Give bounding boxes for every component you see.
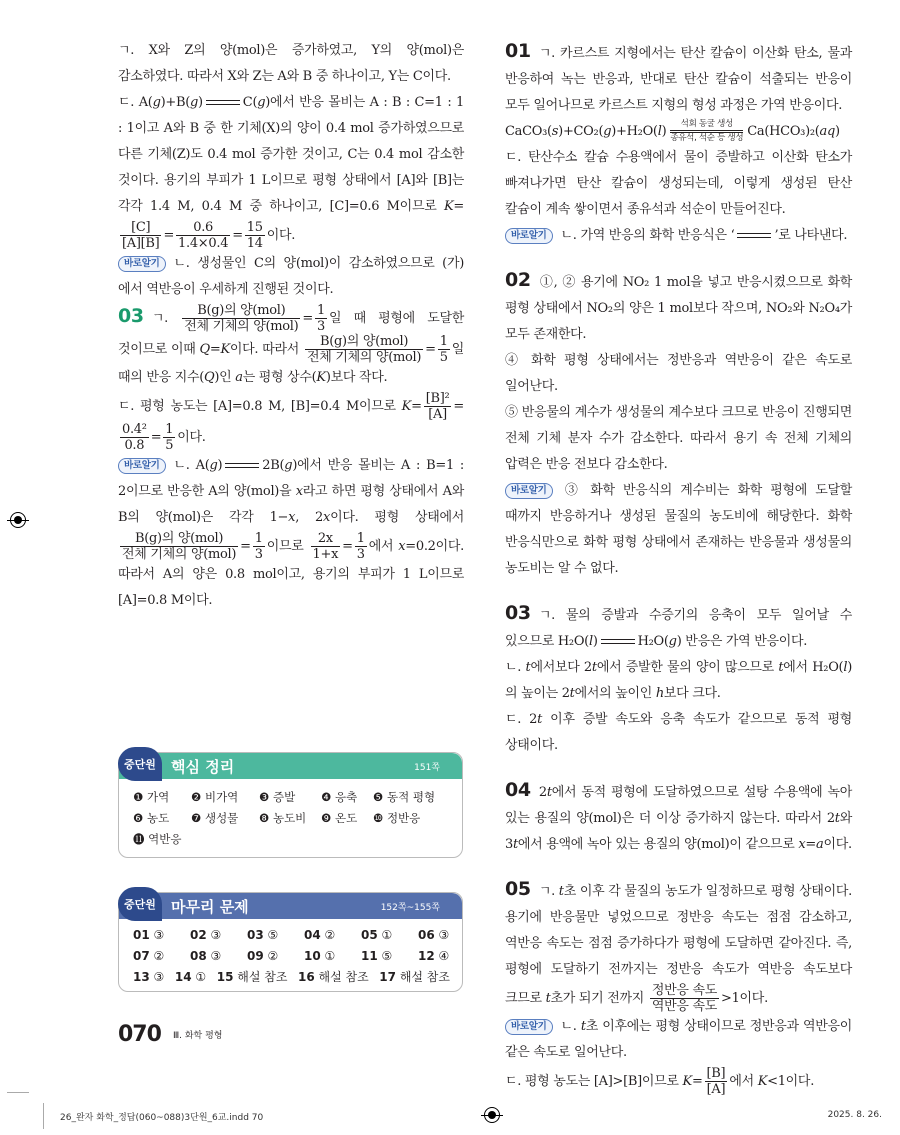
review-page-ref: 152쪽~155쪽 [380,902,440,913]
fraction [650,983,719,1014]
registration-mark-icon [10,512,26,528]
text-run: )보다 작다. [325,370,388,385]
answer-number: 01 [133,928,150,942]
paragraph [505,707,852,759]
question-number: 01 [505,40,531,62]
answer-value: ① [195,970,207,984]
numerator: 15 [246,220,263,235]
fraction [424,391,452,422]
numerator: B(g)의 양(mol) [182,303,300,319]
correction-badge: 바로알기 [118,458,166,474]
text-run: =0.2이다. 따라서 A의 양은 0.8 mol이고, 용기의 부피가 1 L이므로 [A]=0.8 M이다. [118,539,464,608]
answer-item [133,925,190,946]
answer-value: ③ [438,928,450,942]
text-run: ) [198,95,203,110]
fraction [163,422,175,453]
answer-item [190,925,247,946]
answer-last-row [133,967,450,988]
variable: g [152,95,161,110]
numerator: B(g)의 양(mol) [120,531,238,547]
paragraph [505,119,852,145]
denominator: 역반응 속도 [651,999,717,1014]
variable: Q [199,342,210,357]
paragraph [505,267,852,348]
arrow-top-label: 석회 동굴 생성 [680,119,733,129]
text-run: = [425,342,436,357]
text-run: 에서 동적 평형에 도달하였으므로 설탕 수용액에 녹아 있는 용질의 양(mol)은 더 이상 증가하지 않는다. 따라서 2 [505,785,852,826]
answer-number: 07 [133,949,150,963]
variable: g [257,95,266,110]
text-run: ) [217,458,223,473]
variable: aq [819,124,836,139]
summary-item: ❺ 동적 평형 [373,790,436,804]
text-run: ㄴ. [560,1019,581,1034]
answer-item [361,925,418,946]
paragraph [505,777,852,858]
summary-item: ❻ 농도 [133,811,170,825]
summary-item: ❼ 생성물 [191,811,239,825]
unit-tag: 중단원 [118,747,162,781]
answer-item [133,967,164,988]
core-summary-box [118,752,463,858]
text-run: )+B( [160,95,190,110]
fraction [705,1066,728,1097]
text-run: = [150,430,162,445]
variable: t [545,991,551,1006]
answer-value: ② [267,949,279,963]
text-run: 이후 증발 속도와 응축 속도가 같으므로 동적 평형 상태이다. [505,712,852,753]
correction-badge: 바로알기 [505,483,553,499]
text-run: )+H₂O( [611,124,658,139]
variable: g [668,634,677,649]
text-run: 에서 [729,1074,758,1089]
answer-value: ① [324,949,336,963]
review-header [119,893,462,919]
question-number: 03 [505,602,531,624]
answer-number: 09 [247,949,264,963]
answer-value: ② [324,928,336,942]
text-run: 에서 증발한 물의 양이 많으므로 [596,660,779,675]
numerator: B(g)의 양(mol) [305,334,423,350]
text-run: ⑤ 반응물의 계수가 생성물의 계수보다 크므로 반응이 진행되면 전체 기체 분자 수가 감소한다. 따라서 용기 속 전체 기체의 압력은 반응 전보다 감소한다. [505,405,852,472]
summary-item: ❾ 온도 [321,811,358,825]
section-gap [505,858,852,876]
text-run: 라고 하면 평형 상태에서 A와 B의 양(mol)은 각각 1− [118,484,464,525]
paragraph [505,600,852,655]
variable: g [189,95,199,110]
denominator: [A] [428,407,447,422]
text-run: 에서 H₂O( [783,660,844,675]
text-run: 이다. 평형 상태에서 [330,510,465,525]
text-run: = [342,539,353,554]
paragraph [505,348,852,400]
denominator: [A] [706,1082,726,1097]
question-number: 02 [505,269,531,291]
paragraph [118,90,464,251]
variable: x [398,539,406,554]
text-run: Ca(HCO₃)₂( [747,124,820,139]
page-number: 070 [118,1022,161,1047]
variable: x [323,510,331,525]
text-run: <1이다. [767,1074,815,1089]
numerator: 1 [254,531,263,546]
section-title: Ⅲ. 화학 평형 [172,1031,223,1041]
text-run: 보다 크다. [663,686,721,701]
text-run: 이므로 [266,539,309,554]
answer-item [190,946,247,967]
answer-value: 해설 참조 [399,970,450,984]
variable: t [580,1019,586,1034]
core-summary-items [119,779,462,860]
variable: g [284,458,293,473]
text-run: 이다. 따라서 [229,342,303,357]
text-run: 2 [538,785,547,800]
variable: K [682,1074,692,1089]
text-run: CaCO₃( [505,124,552,139]
variable: x [295,484,303,499]
text-run: = [453,399,464,414]
answer-value: 해설 참조 [318,970,369,984]
answer-value: 해설 참조 [237,970,288,984]
text-run: ㄱ. 카르스트 지형에서는 탄산 칼슘이 이산화 탄소, 물과 반응하여 녹는 반응과, 반대로 탄산 칼슘이 석출되는 반응이 모두 일어나므로 카르스트 지형의 형성 과정은 가역 반응이다. [505,46,852,113]
denominator: 5 [165,438,174,453]
answer-value: ② [153,949,165,963]
text-run: ①, ② 용기에 NO₂ 1 mol을 넣고 반응시켰으므로 화학 평형 상태에서 NO₂의 양은 1 mol보다 작으며, NO₂와 N₂O₄가 모두 존재한다. [505,275,852,342]
fraction [355,531,367,562]
numerator: [C] [120,220,161,236]
text-run: 일 때의 반응 지수( [118,342,464,385]
left-column-answer-03 [118,303,464,614]
summary-item: ❶ 가역 [133,790,170,804]
fraction [311,531,341,562]
text-run: 에서 [368,539,399,554]
text-run: = [209,342,221,357]
variable: t [525,660,531,675]
answer-number: 11 [361,949,378,963]
text-run: = [232,228,243,243]
answer-number: 13 [133,970,150,984]
answer-number: 16 [298,970,315,984]
text-run: = [453,199,464,214]
page-footer-label [118,1022,223,1047]
registration-mark-icon [484,1107,500,1123]
denominator: 전체 기체의 양(mol) [184,319,299,334]
answer-value: ④ [438,949,450,963]
question-number: 04 [505,779,531,801]
variable: l [843,660,848,675]
summary-item: ❹ 응축 [321,790,358,804]
summary-item: ⓫ 역반응 [133,832,182,846]
paragraph [505,38,852,119]
answer-number: 10 [304,949,321,963]
text-run: , 2 [295,510,324,525]
paragraph [118,303,464,391]
paragraph [118,38,464,90]
fraction [182,303,300,334]
summary-item: ❷ 비가역 [191,790,239,804]
denominator: 전체 기체의 양(mol) [122,547,237,562]
answer-item [304,925,361,946]
equilibrium-arrow-icon [225,462,259,470]
variable: K [401,399,412,414]
variable: K [443,199,454,214]
section-gap [505,759,852,777]
text-run: ) 반응은 가역 반응이다. [676,634,808,649]
variable: l [588,634,593,649]
answer-number: 12 [418,949,435,963]
fraction [120,220,161,251]
paragraph [505,1066,852,1097]
equilibrium-arrow-icon [737,232,771,240]
variable: a [235,370,243,385]
paragraph [505,876,852,1014]
variable: a [816,837,824,852]
denominator: 전체 기체의 양(mol) [306,350,422,365]
answer-number: 14 [174,970,192,984]
numerator: 1 [356,531,365,546]
answer-item [379,967,450,988]
denominator: 0.8 [124,438,145,453]
denominator: 5 [439,350,448,365]
text-run: ④ 화학 평형 상태에서는 정반응과 역반응이 같은 속도로 일어난다. [505,353,852,394]
numerator: 0.6 [176,220,230,236]
answer-item [217,967,288,988]
denominator: 3 [356,547,365,562]
fraction [120,531,238,562]
denominator: 14 [246,236,263,251]
fraction [253,531,265,562]
text-run: ㄷ. 평형 농도는 [A]=0.8 M, [B]=0.4 M이므로 [118,399,402,414]
answer-value: ⑤ [267,928,279,942]
variable: Q [204,370,215,385]
answer-value: ① [381,928,393,942]
paragraph [505,223,852,249]
answer-value: ③ [210,949,222,963]
text-run: 는 평형 상수( [242,370,317,385]
answer-value: ③ [153,970,165,984]
answer-item [361,946,418,967]
labeled-equilibrium-arrow [670,119,743,144]
text-run: ㄴ. 가역 반응의 화학 반응식은 ‘ [560,228,735,243]
fraction [245,220,265,251]
fraction [176,220,230,251]
numerator: 1 [317,303,325,318]
text-run: ’로 나타낸다. [774,228,848,243]
correction-badge: 바로알기 [118,256,166,272]
answer-number: 06 [418,928,435,942]
text-run: ㄴ. 생성물인 C의 양(mol)이 감소하였으므로 (가)에서 역반응이 우세하게 진행된 것이다. [118,256,464,297]
text-run: 에서보다 2 [530,660,592,675]
variable: K [316,370,326,385]
text-run: C( [242,95,258,110]
paragraph [505,478,852,582]
summary-item: ❸ 증발 [259,790,296,804]
variable: t [569,686,575,701]
review-title: 마무리 문제 [171,897,249,916]
text-run: 와 3 [505,811,852,852]
variable: x [288,510,296,525]
numerator: 2x [311,531,341,547]
denominator: 3 [317,319,325,334]
paragraph [118,391,464,453]
variable: g [603,124,612,139]
variable: t [591,660,597,675]
text-run: ㄱ. X와 Z의 양(mol)은 증가하였고, Y의 양(mol)은 감소하였다. 따라서 X와 Z는 A와 B 중 하나이고, Y는 C이다. [118,43,464,84]
variable: s [551,124,559,139]
fraction [120,422,149,453]
equilibrium-arrow-icon [206,99,240,107]
answer-item [418,925,450,946]
right-column [505,38,852,1097]
question-number: 03 [118,305,144,327]
text-run: )에서 반응 몰비는 A : B : C=1 : 1 : 1이고 A와 B 중 한 기체(X)의 양이 0.4 mol 증가하였으므로 다른 기체(Z)도 0.4 mol 증가한 것이고, C는 0.4 mol 감소한 것이다. 용기의 부피가 1 L이므로 평형 상태에서 [A]와 [B]는 각각 1.4 M, 0.4 M 중 하나이고, [C]=0.6 M이므로 [118,95,464,214]
fraction [305,334,423,365]
text-run: 이다. [266,228,296,243]
text-run: ㄴ. [505,660,526,675]
text-run: 이다. [823,837,852,852]
section-gap [505,582,852,600]
answer-number: 05 [361,928,378,942]
text-run: 2B( [262,458,285,473]
text-run: >1이다. [720,991,768,1006]
answer-number: 04 [304,928,321,942]
denominator: 1+x [312,547,339,562]
text-run: ) [661,124,667,139]
numerator: [B] [706,1066,726,1081]
denominator: 1.4×0.4 [178,236,229,251]
fraction [315,303,327,334]
variable: t [537,712,543,727]
paragraph [118,453,464,614]
fraction [438,334,450,365]
answer-value: ③ [210,928,222,942]
core-summary-title: 핵심 정리 [171,757,235,776]
answer-item [133,946,190,967]
text-run: ) [592,634,598,649]
text-run: 에서 용액에 녹아 있는 용질의 양(mol)이 같으므로 [517,837,799,852]
crop-mark [7,1092,29,1093]
variable: t [834,811,840,826]
text-run: 초가 되기 전까지 [550,991,648,1006]
answer-value: ⑤ [381,949,393,963]
paragraph [505,400,852,478]
text-run: ㄷ. 탄산수소 칼슘 수용액에서 물이 증발하고 이산화 탄소가 빠져나가면 탄산 칼슘이 생성되는데, 이렇게 생성된 탄산 칼슘이 계속 쌓이면서 종유석과 석순이 만들어진다. [505,150,852,217]
correction-badge: 바로알기 [505,1019,553,1035]
text-run: ㄷ. A( [118,95,153,110]
numerator: 정반응 속도 [651,983,717,998]
variable: t [558,884,564,899]
answer-value: ③ [153,928,165,942]
text-run: ㄷ. 2 [505,712,538,727]
answer-item [418,946,450,967]
summary-item: ❽ 농도비 [259,811,307,825]
variable: g [209,458,218,473]
text-run: = [163,228,175,243]
answer-number: 08 [190,949,207,963]
numerator: 1 [165,422,174,437]
text-run: 일 때 평형에 도달한 것이므로 이때 [118,311,464,357]
text-run: = [691,1074,703,1089]
print-date: 2025. 8. 26. [827,1110,882,1120]
denominator: 3 [254,547,263,562]
text-run: )의 높이는 2 [505,660,852,701]
text-run: ㄱ. [538,884,559,899]
core-summary-page-ref: 151쪽 [414,762,440,773]
unit-tag: 중단원 [118,887,162,921]
answer-item [247,925,304,946]
text-run: ③ 화학 반응식의 계수비는 화학 평형에 도달할 때까지 반응하거나 생성된 물질의 농도비에 해당한다. 화학 반응식만으로 화학 평형 상태에서 존재하는 반응물과 생성물의 농도비는 알 수 없다. [505,483,852,576]
left-column-top [118,38,464,303]
numerator: 1 [439,334,448,349]
text-run: = [411,399,422,414]
text-run: ㄱ. 물의 증발과 수증기의 응축이 모두 일어날 수 있으므로 H₂O( [505,608,852,649]
section-gap [505,249,852,267]
text-run: = [302,311,314,326]
answer-item [247,946,304,967]
variable: K [220,342,230,357]
text-run: )+CO₂( [558,124,604,139]
answer-grid [133,925,450,967]
text-run: = [805,837,816,852]
text-run: ) [835,124,840,139]
summary-item: ❿ 정반응 [373,811,421,825]
answer-number: 03 [247,928,264,942]
variable: t [778,660,784,675]
paragraph [505,145,852,223]
review-answers-box [118,892,463,992]
text-run: = [240,539,251,554]
core-summary-header [119,753,462,779]
variable: h [655,686,664,701]
paragraph [505,655,852,707]
text-run: 초 이후에는 평형 상태이므로 정반응과 역반응이 같은 속도로 일어난다. [505,1019,852,1060]
numerator: [B]² [425,391,450,406]
correction-badge: 바로알기 [505,228,553,244]
variable: t [512,837,518,852]
answer-item [298,967,369,988]
variable: x [798,837,806,852]
answer-number: 17 [379,970,396,984]
answer-item [175,967,206,988]
equilibrium-arrow-icon [601,638,635,646]
text-run: ㄷ. 평형 농도는 [A]>[B]이므로 [505,1074,683,1089]
text-run: H₂O( [637,634,669,649]
numerator: 0.4² [122,422,147,437]
arrow-bottom-label: 종유석, 석순 등 생성 [670,133,744,143]
text-run: 초 이후 각 물질의 농도가 일정하므로 평형 상태이다. 용기에 반응물만 넣었으므로 정반응 속도는 점점 감소하고, 역반응 속도는 점점 증가하다가 평형에 도달하면 같아진다. 즉, 평형에 도달하기 전까지는 정반응 속도가 역반응 속도보다 크므로 [505,884,852,1006]
variable: K [757,1074,768,1089]
text-run: 이다. [177,430,206,445]
paragraph [505,1014,852,1066]
text-run: ㄴ. A( [173,458,210,473]
answer-number: 15 [216,970,234,984]
text-run: )에서 반응 몰비는 A : B=1 : 2이므로 반응한 A의 양(mol)을 [118,458,464,499]
text-run: )인 [214,370,236,385]
variable: t [546,785,552,800]
variable: l [657,124,662,139]
question-number: 05 [505,878,531,900]
file-name: 26_완자 화학_정답(060~088)3단원_6교.indd 70 [60,1113,264,1123]
answer-item [304,946,361,967]
paragraph [118,251,464,303]
answer-number: 02 [190,928,207,942]
text-run: ㄱ. [151,311,181,326]
denominator: [A][B] [122,236,160,251]
crop-mark [43,1103,44,1129]
text-run: 에서의 높이인 [574,686,656,701]
